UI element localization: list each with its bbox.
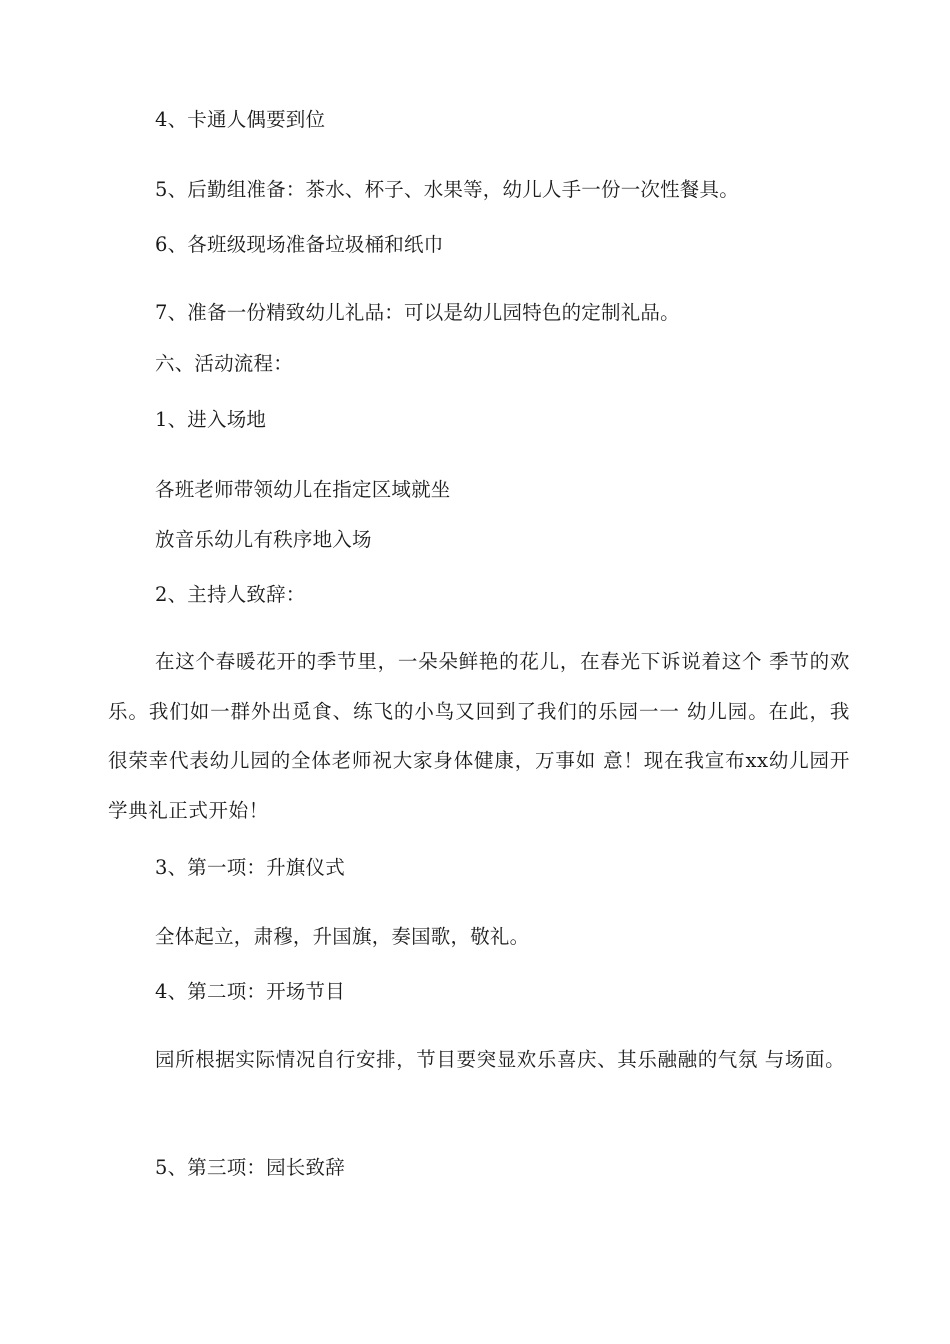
step-1-heading: 1、进入场地 xyxy=(155,408,267,431)
prep-item-5: 5、后勤组准备：茶水、杯子、水果等，幼儿人手一份一次性餐具。 xyxy=(155,178,739,201)
step-1-line-a: 各班老师带领幼儿在指定区域就坐 xyxy=(155,478,451,501)
step-5-heading: 5、第三项：园长致辞 xyxy=(155,1156,345,1179)
step-4-heading: 4、第二项：开场节目 xyxy=(155,980,345,1003)
section-6-heading: 六、活动流程： xyxy=(155,352,293,375)
step-3-heading: 3、第一项：升旗仪式 xyxy=(155,856,345,879)
step-2-heading: 2、主持人致辞： xyxy=(155,583,306,606)
step-1-line-b: 放音乐幼儿有秩序地入场 xyxy=(155,528,372,551)
prep-item-7: 7、准备一份精致幼儿礼品：可以是幼儿园特色的定制礼品。 xyxy=(155,301,680,324)
prep-item-6: 6、各班级现场准备垃圾桶和纸巾 xyxy=(155,233,444,256)
step-2-speech: 在这个春暖花开的季节里，一朵朵鲜艳的花儿，在春光下诉说着这个 季节的欢乐。我们如一群外出觅食、练飞的小鸟又回到了我们的乐园一一 幼儿园。在此，我很荣幸代表幼儿园的全体老师祝大家身体健康，万事如 意！现在我宣布xx幼儿园开学典礼正式开始！ xyxy=(108,650,850,822)
step-3-text: 全体起立，肃穆，升国旗，奏国歌，敬礼。 xyxy=(155,925,530,948)
prep-item-4: 4、卡通人偶要到位 xyxy=(155,108,326,131)
step-4-text: 园所根据实际情况自行安排，节目要突显欢乐喜庆、其乐融融的气氛 与场面。 xyxy=(155,1048,846,1071)
